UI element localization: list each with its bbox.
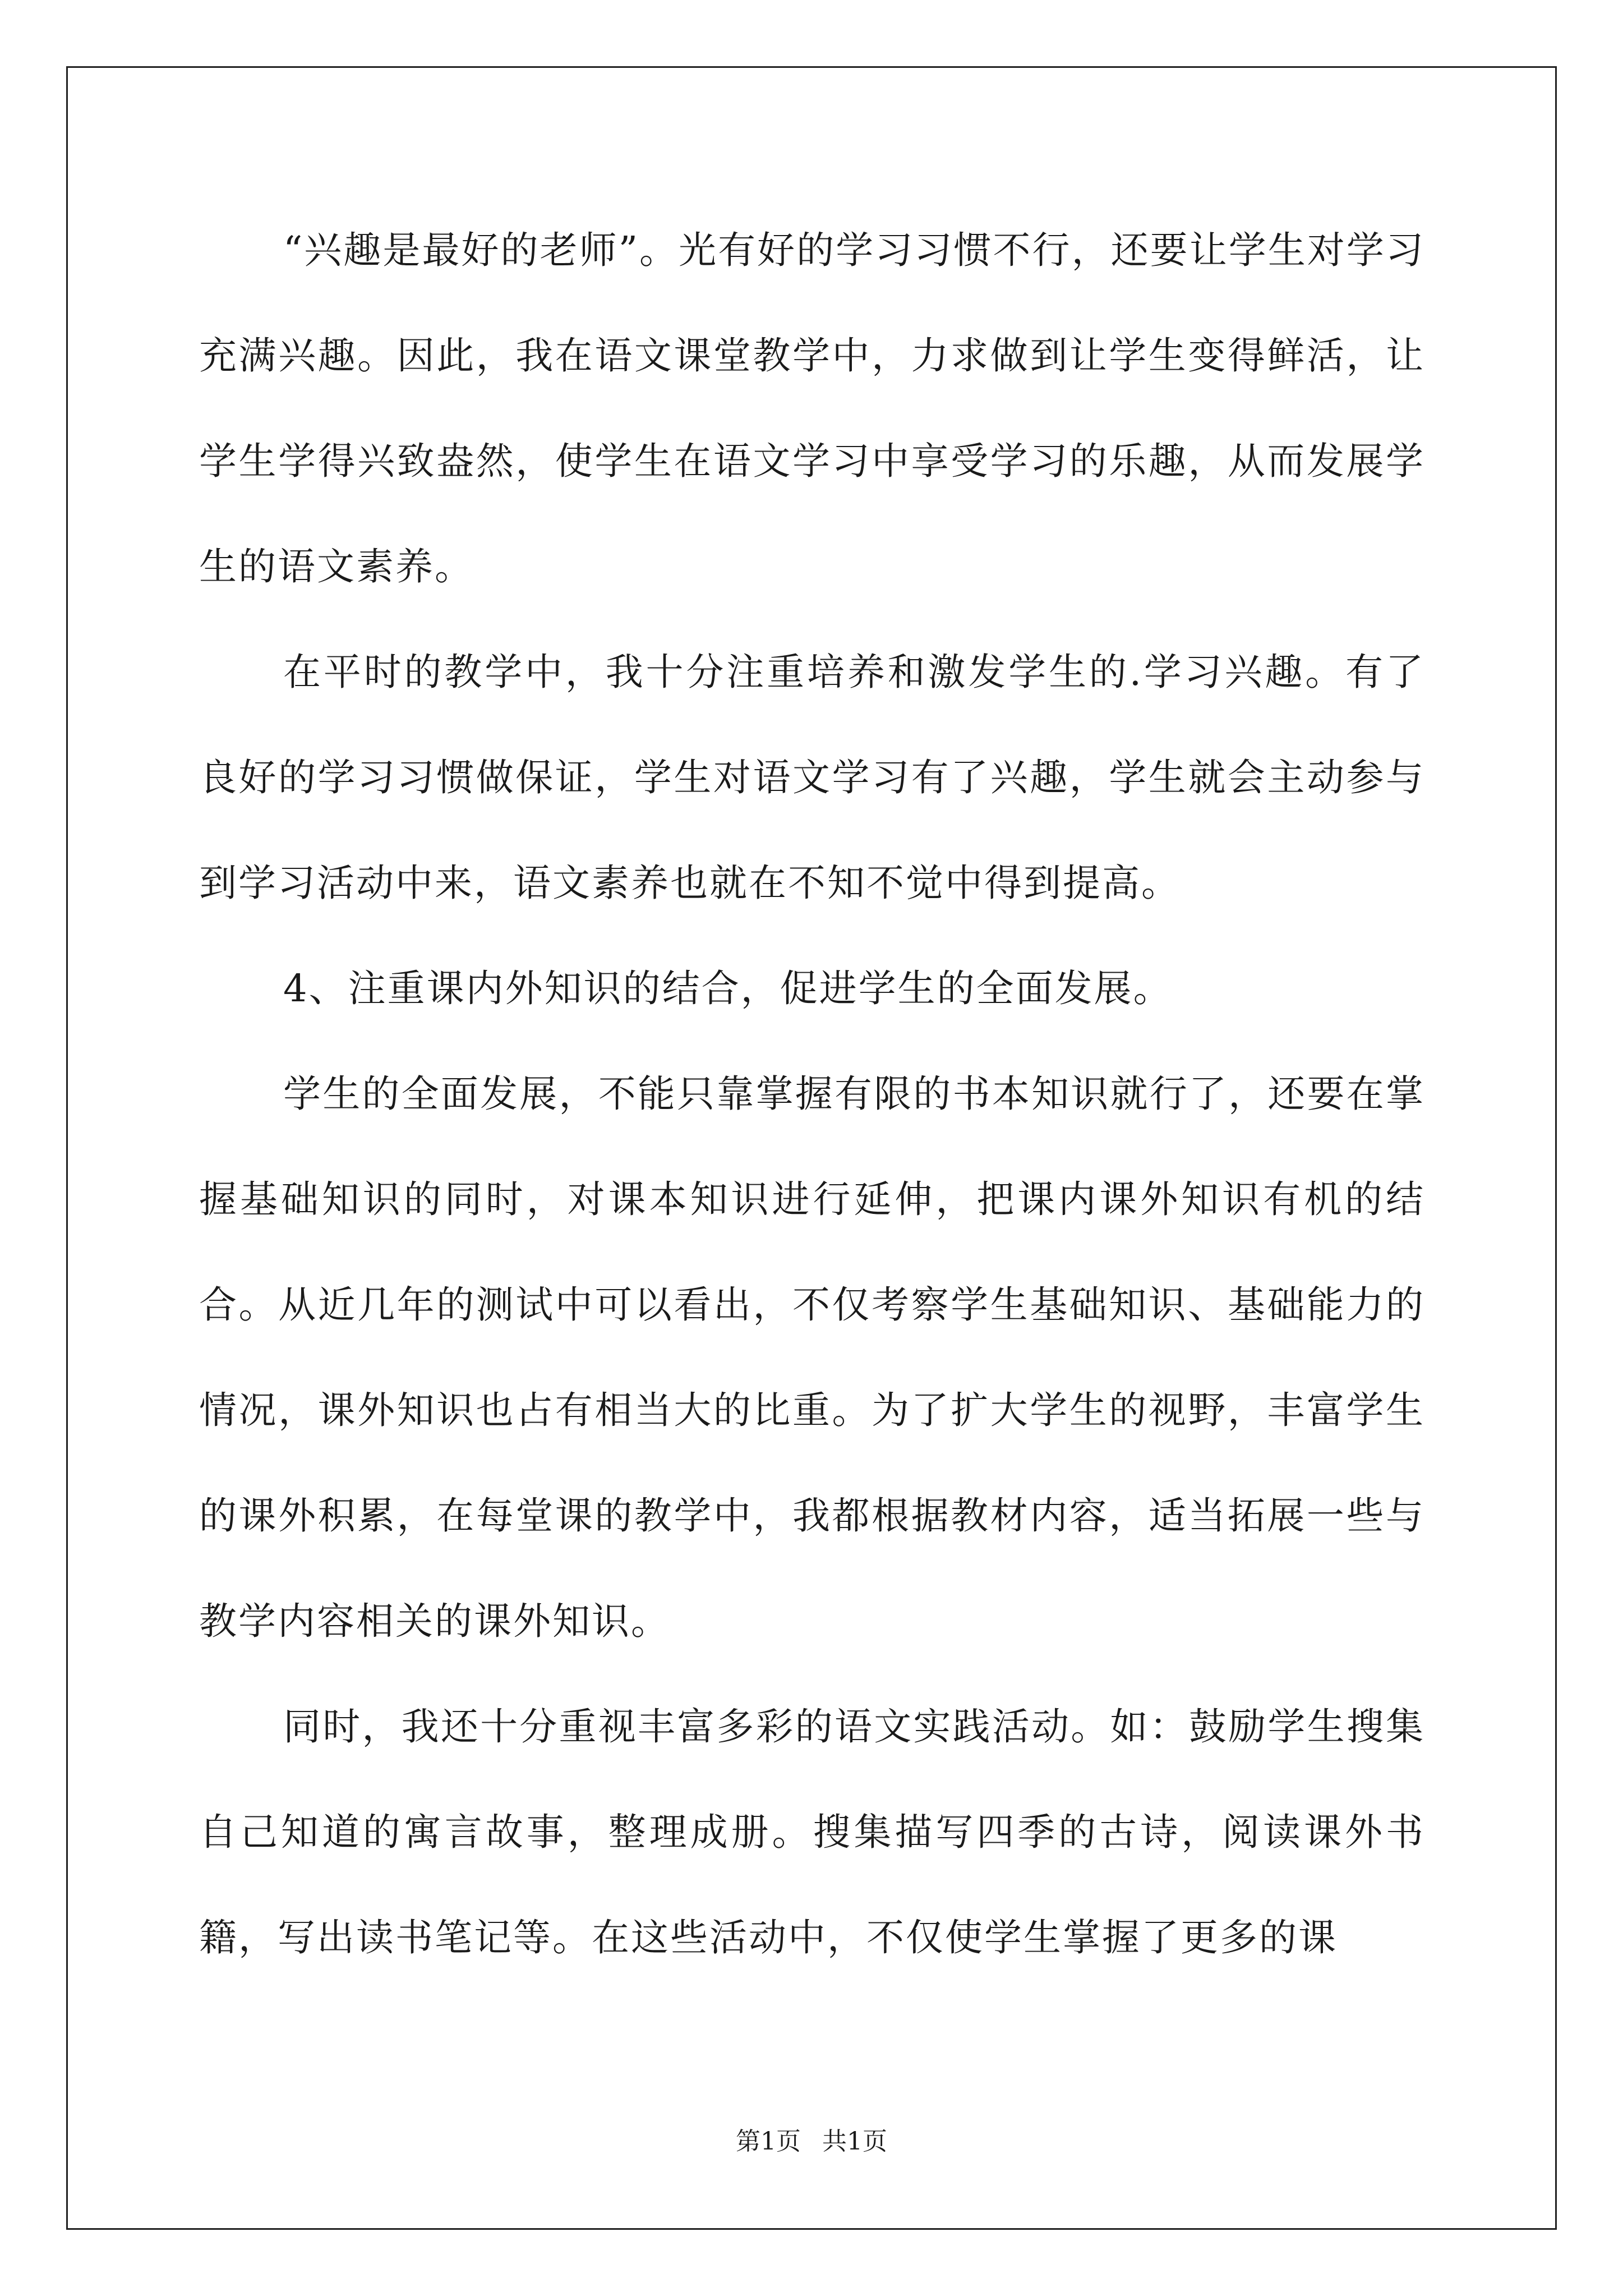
paragraph-2: 在平时的教学中，我十分注重培养和激发学生的.学习兴趣。有了良好的学习习惯做保证，学生对语文学习有了兴趣，学生就会主动参与到学习活动中来，语文素养也就在不知不觉中得到提高。 [199, 650, 1425, 905]
document-body [199, 197, 1425, 1990]
paragraph-3: 4、注重课内外知识的结合，促进学生的全面发展。 [283, 967, 1173, 1010]
paragraph-1: “兴趣是最好的老师”。光有好的学习习惯不行，还要让学生对学习充满兴趣。因此，我在语文课堂教学中，力求做到让学生变得鲜活，让学生学得兴致盎然，使学生在语文学习中享受学习的乐趣，从而发展学生的语文素养。 [199, 228, 1425, 588]
page-number: 第1页 [736, 2127, 801, 2156]
paragraph-5: 同时，我还十分重视丰富多彩的语文实践活动。如：鼓励学生搜集自己知道的寓言故事，整理成册。搜集描写四季的古诗，阅读课外书籍，写出读书笔记等。在这些活动中，不仅使学生掌握了更多的课 [199, 1705, 1425, 1959]
paragraph-4: 学生的全面发展，不能只靠掌握有限的书本知识就行了，还要在掌握基础知识的同时，对课本知识进行延伸，把课内课外知识有机的结合。从近几年的测试中可以看出，不仅考察学生基础知识、基础能力的情况，课外知识也占有相当大的比重。为了扩大学生的视野，丰富学生的课外积累，在每堂课的教学中，我都根据教材内容，适当拓展一些与教学内容相关的课外知识。 [199, 1072, 1425, 1643]
page-footer [0, 2125, 1623, 2159]
page-total: 共1页 [822, 2127, 887, 2156]
